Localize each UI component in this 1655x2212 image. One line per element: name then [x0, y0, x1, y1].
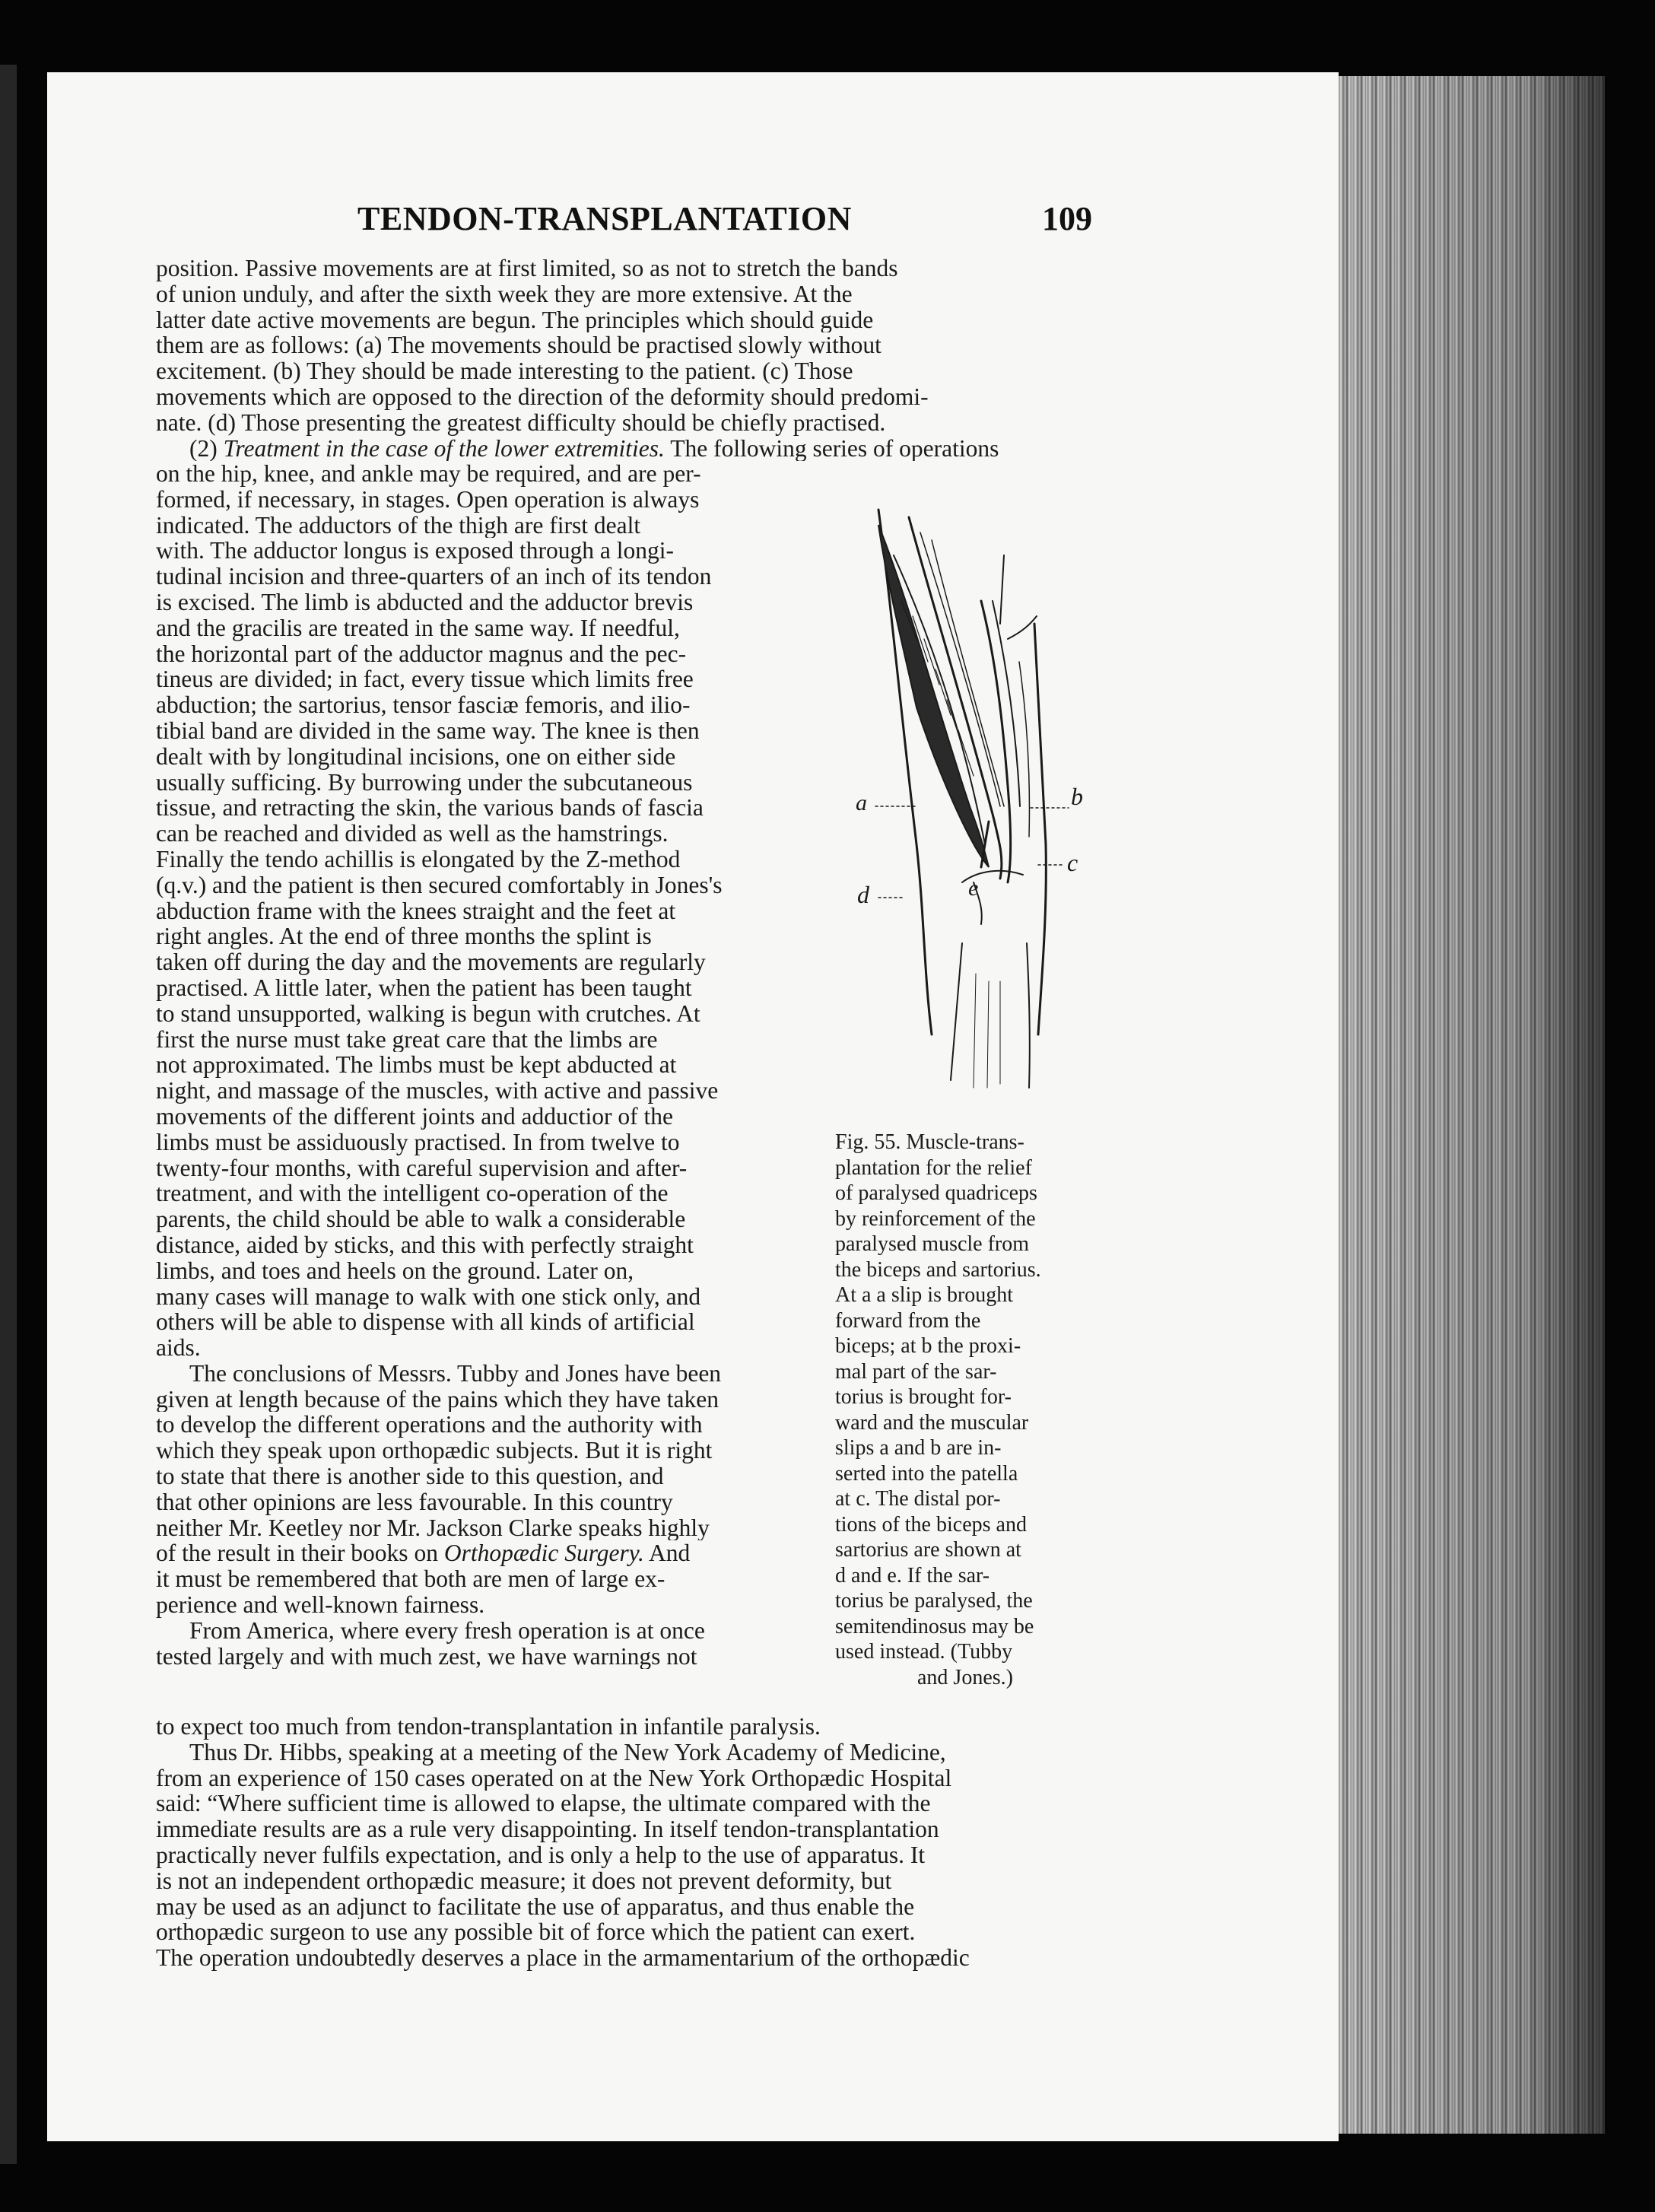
text-line: with. The adductor longus is exposed through a longi-	[156, 538, 674, 564]
text-line: not approximated. The limbs must be kept abducted at	[156, 1052, 677, 1079]
figure-label-c: c	[1067, 849, 1078, 876]
text-line: right angles. At the end of three months the splint is	[156, 923, 652, 950]
text-line: aids.	[156, 1335, 201, 1361]
figure-label-a: a	[856, 790, 867, 815]
left-column	[156, 461, 810, 1669]
text-line: of union unduly, and after the sixth week they are more extensive. At the	[156, 281, 853, 307]
text-line: formed, if necessary, in stages. Open operation is always	[156, 486, 700, 513]
figure-label-b: b	[1071, 783, 1083, 810]
caption-line: at c. The distal por-	[835, 1487, 1001, 1511]
section-number: (2)	[189, 435, 218, 462]
text-line: nate. (d) Those presenting the greatest difficulty should be chiefly practised.	[156, 409, 886, 436]
text-line: parents, the child should be able to walk a considerable	[156, 1206, 686, 1232]
text-line: to stand unsupported, walking is begun with crutches. At	[156, 1000, 700, 1027]
text-line: The conclusions of Messrs. Tubby and Jones have been	[189, 1360, 722, 1387]
text-line: movements of the different joints and adductior of the	[156, 1103, 673, 1130]
text-line: given at length because of the pains which they have taken	[156, 1386, 719, 1413]
text-line: abduction frame with the knees straight and the feet at	[156, 898, 676, 924]
text-line: night, and massage of the muscles, with active and passive	[156, 1078, 719, 1104]
caption-line: serted into the patella	[835, 1461, 1018, 1486]
text-line: The operation undoubtedly deserves a place in the armamentarium of the orthopædic	[156, 1945, 970, 1971]
text-line: it must be remembered that both are men of large ex-	[156, 1566, 665, 1593]
text-line: distance, aided by sticks, and this with perfectly straight	[156, 1232, 694, 1258]
muscle-illustration	[848, 487, 1114, 1118]
caption-line: d and e. If the sar-	[835, 1563, 990, 1587]
text-line: to state that there is another side to this question, and	[156, 1464, 664, 1489]
figure-label-e: e	[968, 876, 979, 901]
text-line: limbs, and toes and heels on the ground. Later on,	[156, 1257, 634, 1284]
text-line: on the hip, knee, and ankle may be required, and are per-	[156, 461, 701, 487]
text-line: may be used as an adjunct to facilitate the use of apparatus, and thus enable the	[156, 1893, 915, 1920]
text-line: them are as follows: (a) The movements should be practised slowly without	[156, 332, 882, 359]
text-line: tibial band are divided in the same way. The knee is then	[156, 717, 700, 744]
caption-line: Fig. 55. Muscle-trans-	[835, 1130, 1024, 1154]
text-line: and the gracilis are treated in the same way. If needful,	[156, 615, 680, 641]
caption-line: tions of the biceps and	[835, 1512, 1027, 1537]
text-line: many cases will manage to walk with one stick only, and	[156, 1283, 701, 1310]
text-line: perience and well-known fairness.	[156, 1592, 485, 1618]
text-line: abduction; the sartorius, tensor fasciæ femoris, and ilio-	[156, 692, 691, 718]
text-line: tested largely and with much zest, we have warnings not	[156, 1643, 697, 1670]
caption-line: by reinforcement of the	[835, 1206, 1036, 1231]
text-line: usually sufficing. By burrowing under the subcutaneous	[156, 769, 693, 796]
caption-line: torius be paralysed, the	[835, 1589, 1033, 1613]
text-line: tudinal incision and three-quarters of an inch of its tendon	[156, 564, 712, 590]
text-line: can be reached and divided as well as the hamstrings.	[156, 821, 669, 847]
text-line: is not an independent orthopædic measure; it does not prevent deformity, but	[156, 1867, 892, 1894]
page-number: 109	[1042, 200, 1092, 237]
text-line: indicated. The adductors of the thigh are first dealt	[156, 512, 641, 539]
caption-line: semitendinosus may be	[835, 1614, 1034, 1638]
caption-line: plantation for the relief	[835, 1155, 1032, 1180]
caption-line: forward from the	[835, 1308, 981, 1333]
caption-line: and Jones.)	[917, 1665, 1013, 1689]
caption-line: sartorius are shown at	[835, 1538, 1021, 1562]
text-line: to develop the different operations and the authority with	[156, 1412, 703, 1438]
figure-caption	[835, 1130, 1095, 1690]
text-line: latter date active movements are begun. The principles which should guide	[156, 307, 874, 333]
text-line: tissue, and retracting the skin, the various bands of fascia	[156, 795, 704, 822]
caption-line: torius is brought for-	[835, 1385, 1012, 1409]
caption-line: slips a and b are in-	[835, 1436, 1002, 1460]
caption-line: the biceps and sartorius.	[835, 1257, 1041, 1282]
text-line: orthopædic surgeon to use any possible bit of force which the patient can exert.	[156, 1919, 916, 1946]
text-line: the horizontal part of the adductor magnus and the pec-	[156, 640, 687, 667]
text-line: others will be able to dispense with all kinds of artificial	[156, 1309, 695, 1336]
caption-line: used instead. (Tubby	[835, 1640, 1013, 1664]
caption-line: At a a slip is brought	[835, 1283, 1014, 1307]
text-line: that other opinions are less favourable. In this country	[156, 1489, 673, 1515]
text-line: excitement. (b) They should be made interesting to the patient. (c) Those	[156, 358, 853, 384]
text-line: taken off during the day and the movements are regularly	[156, 949, 706, 975]
text-line: tineus are divided; in fact, every tissue which limits free	[156, 666, 694, 693]
caption-line: paralysed muscle from	[835, 1232, 1030, 1256]
bottom-paragraph	[156, 1714, 1103, 1971]
page-edges-shadow	[1337, 76, 1605, 2134]
text-line: practically never fulfils expectation, and is only a help to the use of apparatus. It	[156, 1842, 926, 1868]
text-line: treatment, and with the intelligent co-operation of the	[156, 1181, 669, 1207]
text-line: first the nurse must take great care that the limbs are	[156, 1026, 658, 1053]
caption-line: ward and the muscular	[835, 1410, 1029, 1435]
top-paragraph	[156, 256, 1103, 461]
caption-line: mal part of the sar-	[835, 1359, 997, 1384]
text-line: to expect too much from tendon-transplantation in infantile paralysis.	[156, 1714, 821, 1740]
text-line: Thus Dr. Hibbs, speaking at a meeting of the New York Academy of Medicine,	[189, 1739, 946, 1765]
text-line: which they speak upon orthopædic subjects. But it is right	[156, 1438, 713, 1464]
text-line: twenty-four months, with careful supervision and after-	[156, 1155, 688, 1181]
text-line: immediate results are as a rule very disappointing. In itself tendon-transplantation	[156, 1816, 939, 1842]
text-line: neither Mr. Keetley nor Mr. Jackson Clarke speaks highly	[156, 1514, 710, 1541]
text-line-with-book-title	[156, 1540, 810, 1566]
caption-line: biceps; at b the proxi-	[835, 1334, 1021, 1358]
text-line: from an experience of 150 cases operated on at the New York Orthopædic Hospital	[156, 1765, 952, 1791]
text-line: dealt with by longitudinal incisions, one on either side	[156, 743, 676, 770]
text-line: (q.v.) and the patient is then secured comfortably in Jones's	[156, 872, 723, 898]
text-line: is excised. The limb is abducted and the adductor brevis	[156, 589, 694, 615]
text-line: position. Passive movements are at first limited, so as not to stretch the bands	[156, 256, 898, 281]
running-head: TENDON-TRANSPLANTATION	[357, 200, 852, 237]
left-page-edge	[0, 65, 17, 2164]
text-line: From America, where every fresh operation is at once	[189, 1617, 705, 1644]
text-run: of the result in their books on	[156, 1540, 444, 1567]
text-line: Finally the tendo achillis is elongated by the Z-method	[156, 846, 681, 872]
text-line: said: “Where sufficient time is allowed to elapse, the ultimate compared with the	[156, 1791, 931, 1817]
text-run: And	[643, 1540, 691, 1567]
section-heading: Treatment in the case of the lower extremities.	[223, 435, 665, 462]
section-heading-rest: The following series of operations	[670, 435, 999, 462]
text-line: practised. A little later, when the patient has been taught	[156, 974, 692, 1001]
figure-label-d: d	[857, 881, 869, 908]
text-line: limbs must be assiduously practised. In from twelve to	[156, 1129, 680, 1155]
section-heading-line	[156, 436, 1103, 462]
book-title: Orthopædic Surgery.	[443, 1540, 644, 1567]
caption-line: of paralysed quadriceps	[835, 1181, 1037, 1205]
text-line: movements which are opposed to the direction of the deformity should predomi-	[156, 383, 929, 410]
